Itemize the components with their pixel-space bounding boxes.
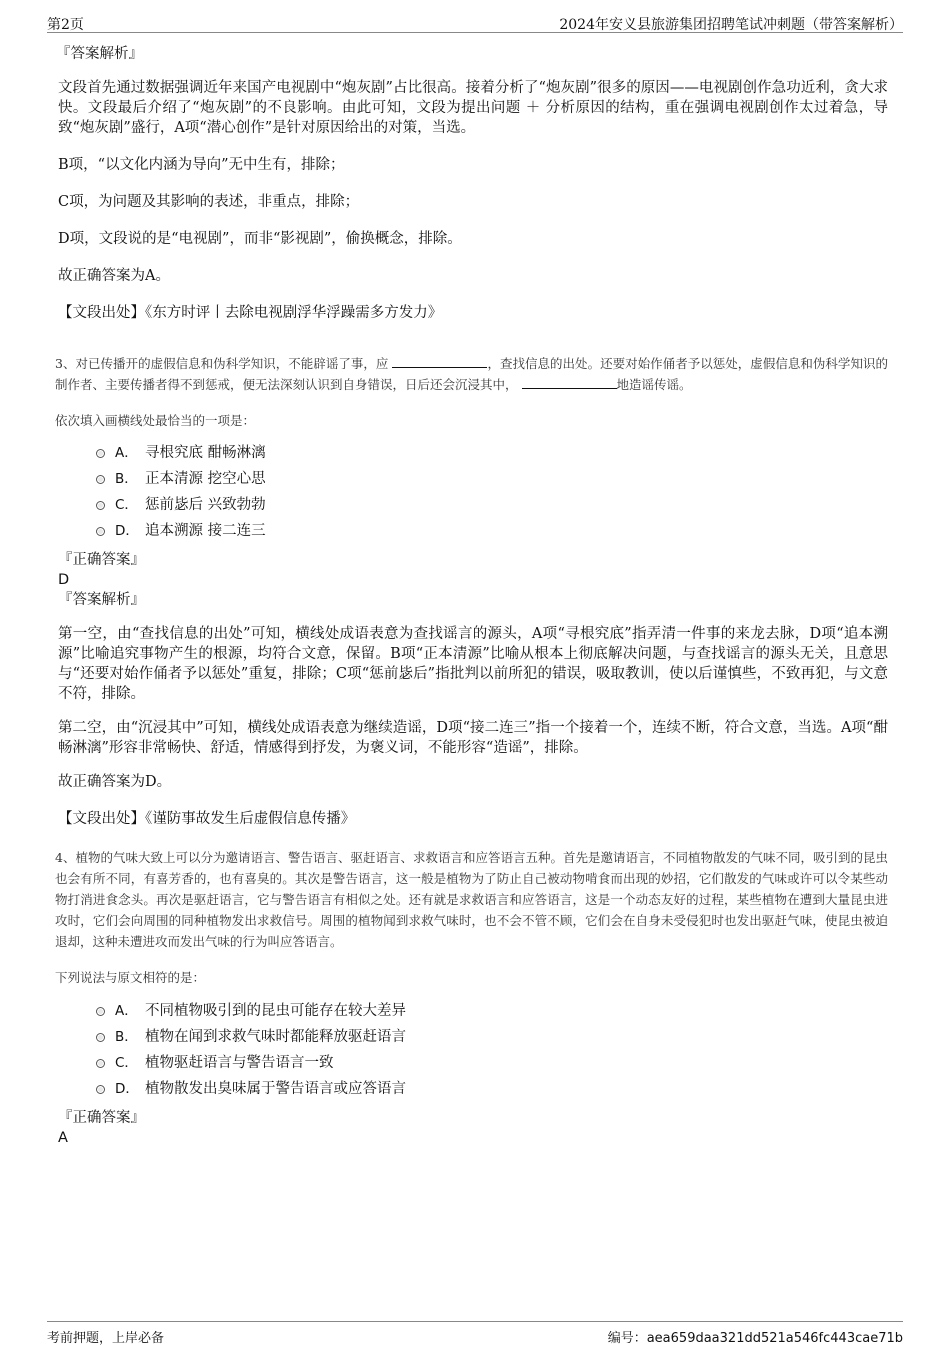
option-key: D． xyxy=(115,523,139,539)
header-rule xyxy=(47,32,903,33)
page-number: 第2页 xyxy=(47,17,84,33)
radio-icon[interactable] xyxy=(96,475,105,484)
document-title: 2024年安义县旅游集团招聘笔试冲刺题（带答案解析） xyxy=(559,17,903,33)
q3-conclusion: 故正确答案为D。 xyxy=(58,774,172,790)
q3-option-b[interactable] xyxy=(96,466,888,492)
option-key: B． xyxy=(115,1029,138,1045)
footer-code-label: 编号： xyxy=(607,1331,647,1346)
q3-options xyxy=(96,440,888,544)
q3-option-a[interactable] xyxy=(96,440,888,466)
option-key: D． xyxy=(115,1081,139,1097)
option-key: B． xyxy=(115,471,138,487)
q3-analysis-p1: 第一空，由“查找信息的出处”可知，横线处成语表意为查找谣言的源头，A项“寻根究底”指弄清一件事的来龙去脉，D项“追本溯源”比喻追究事物产生的根源，均符合文意，保留。B项“正本清源”比喻从根本上彻底解决问题，与查找谣言的源头无关，且意思与“还要对始作俑者予以惩处”重复，排除；C项“惩前毖后”指批判以前所犯的错误，吸取教训，使以后谨慎些，不致再犯，与文意不符，排除。 xyxy=(58,626,888,702)
radio-icon[interactable] xyxy=(96,1059,105,1068)
q2-analysis-label: 『答案解析』 xyxy=(56,46,143,62)
question-3 xyxy=(55,353,889,829)
radio-icon[interactable] xyxy=(96,449,105,458)
radio-icon[interactable] xyxy=(96,1033,105,1042)
option-text: 追本溯源 接二连三 xyxy=(145,523,266,539)
option-text: 植物驱赶语言与警告语言一致 xyxy=(145,1055,334,1071)
q2-analysis-b: B项，“以文化内涵为导向”无中生有，排除； xyxy=(58,157,345,173)
q4-answer-label: 『正确答案』 xyxy=(58,1110,145,1126)
q3-analysis-p2: 第二空，由“沉浸其中”可知，横线处成语表意为继续造谣，D项“接二连三”指一个接着一个，连续不断，符合文意，当选。A项“酣畅淋漓”形容非常畅快、舒适，情感得到抒发，为褒义词，不能形容“造谣”，排除。 xyxy=(58,720,889,756)
option-key: A． xyxy=(115,445,138,461)
q3-answer: D xyxy=(58,572,70,588)
option-text: 寻根究底 酣畅淋漓 xyxy=(145,445,266,461)
option-text: 植物在闻到求救气味时都能释放驱赶语言 xyxy=(145,1029,406,1045)
q3-option-c[interactable] xyxy=(96,492,888,518)
option-text: 惩前毖后 兴致勃勃 xyxy=(145,497,266,513)
q4-option-d[interactable] xyxy=(96,1076,888,1102)
q2-source: 【文段出处】《东方时评丨去除电视剧浮华浮躁需多方发力》 xyxy=(58,305,443,321)
q3-stem xyxy=(55,353,888,395)
q3-blank-2 xyxy=(522,374,617,389)
footer-code-value: aea659daa321dd521a546fc443cae71b xyxy=(646,1331,903,1346)
option-text: 不同植物吸引到的昆虫可能存在较大差异 xyxy=(145,1003,406,1019)
q4-option-a[interactable] xyxy=(96,998,888,1024)
page-header xyxy=(0,0,950,34)
q4-option-b[interactable] xyxy=(96,1024,888,1050)
document-body xyxy=(55,44,889,1148)
radio-icon[interactable] xyxy=(96,1007,105,1016)
footer-slogan: 考前押题，上岸必备 xyxy=(47,1331,165,1346)
footer-code xyxy=(608,1327,903,1346)
q3-prompt: 依次填入画横线处最恰当的一项是： xyxy=(55,413,256,428)
option-text: 植物散发出臭味属于警告语言或应答语言 xyxy=(145,1081,406,1097)
q3-blank-1 xyxy=(392,353,487,368)
radio-icon[interactable] xyxy=(96,501,105,510)
q2-analysis-d: D项，文段说的是“电视剧”，而非“影视剧”，偷换概念，排除。 xyxy=(58,231,462,247)
q4-options xyxy=(96,998,888,1102)
q3-answer-label: 『正确答案』 xyxy=(58,552,145,568)
option-key: C． xyxy=(115,1055,138,1071)
q3-analysis-label: 『答案解析』 xyxy=(58,592,145,608)
q3-stem-part3: 地造谣传谣。 xyxy=(616,377,692,392)
footer-rule xyxy=(47,1321,903,1322)
option-key: A． xyxy=(115,1003,138,1019)
option-text: 正本清源 挖空心思 xyxy=(145,471,266,487)
q4-option-c[interactable] xyxy=(96,1050,888,1076)
q3-stem-part1: 3、对已传播开的虚假信息和伪科学知识，不能辟谣了事，应 xyxy=(55,356,389,371)
q3-source: 【文段出处】《谨防事故发生后虚假信息传播》 xyxy=(58,811,356,827)
radio-icon[interactable] xyxy=(96,527,105,536)
q2-analysis-main: 文段首先通过数据强调近年来国产电视剧中“炮灰剧”占比很高。接着分析了“炮灰剧”很多的原因——电视剧创作急功近利，贪大求快。文段最后介绍了“炮灰剧”的不良影响。由此可知，文段为提出问题 ＋ 分析原因的结构，重在强调电视剧创作太过着急，导致“炮灰剧”盛行，A项“潜心创作”是针对原因给出的对策，当选。 xyxy=(58,80,888,136)
q2-analysis-section xyxy=(58,44,888,323)
question-4 xyxy=(55,847,888,1148)
q2-conclusion: 故正确答案为A。 xyxy=(58,268,170,284)
q4-prompt: 下列说法与原文相符的是： xyxy=(55,970,206,985)
option-key: C． xyxy=(115,497,138,513)
q4-stem: 4、植物的气味大致上可以分为邀请语言、警告语言、驱赶语言、求救语言和应答语言五种。首先是邀请语言，不同植物散发的气味不同，吸引到的昆虫也会有所不同，有喜芳香的，也有喜臭的。其次是警告语言，这一般是植物为了防止自己被动物啃食而出现的妙招，它们散发的气味或许可以令某些动物打消进食念头。再次是驱赶语言，它与警告语言有相似之处。还有就是求救语言和应答语言，这是一个动态友好的过程，某些植物在遭到大量昆虫进攻时，它们会向周围的同种植物发出求救信号。周围的植物闻到求救气味时，也不会不管不顾，它们会在自身未受侵犯时也发出驱赶气味，使昆虫被迫退却，这种未遭进攻而发出气味的行为叫应答语言。 xyxy=(55,850,888,949)
radio-icon[interactable] xyxy=(96,1085,105,1094)
q3-option-d[interactable] xyxy=(96,518,888,544)
q2-analysis-c: C项，为问题及其影响的表述，非重点，排除； xyxy=(58,194,360,210)
q3-stem-part2: ，查找信息的出处。还要对始作俑者予以惩处，虚假信息和伪科学知识的制作者、主要传播者得不到惩戒，便无法深刻认识到自身错误，日后还会沉浸其中， xyxy=(55,356,888,392)
q4-answer: A xyxy=(58,1130,68,1146)
